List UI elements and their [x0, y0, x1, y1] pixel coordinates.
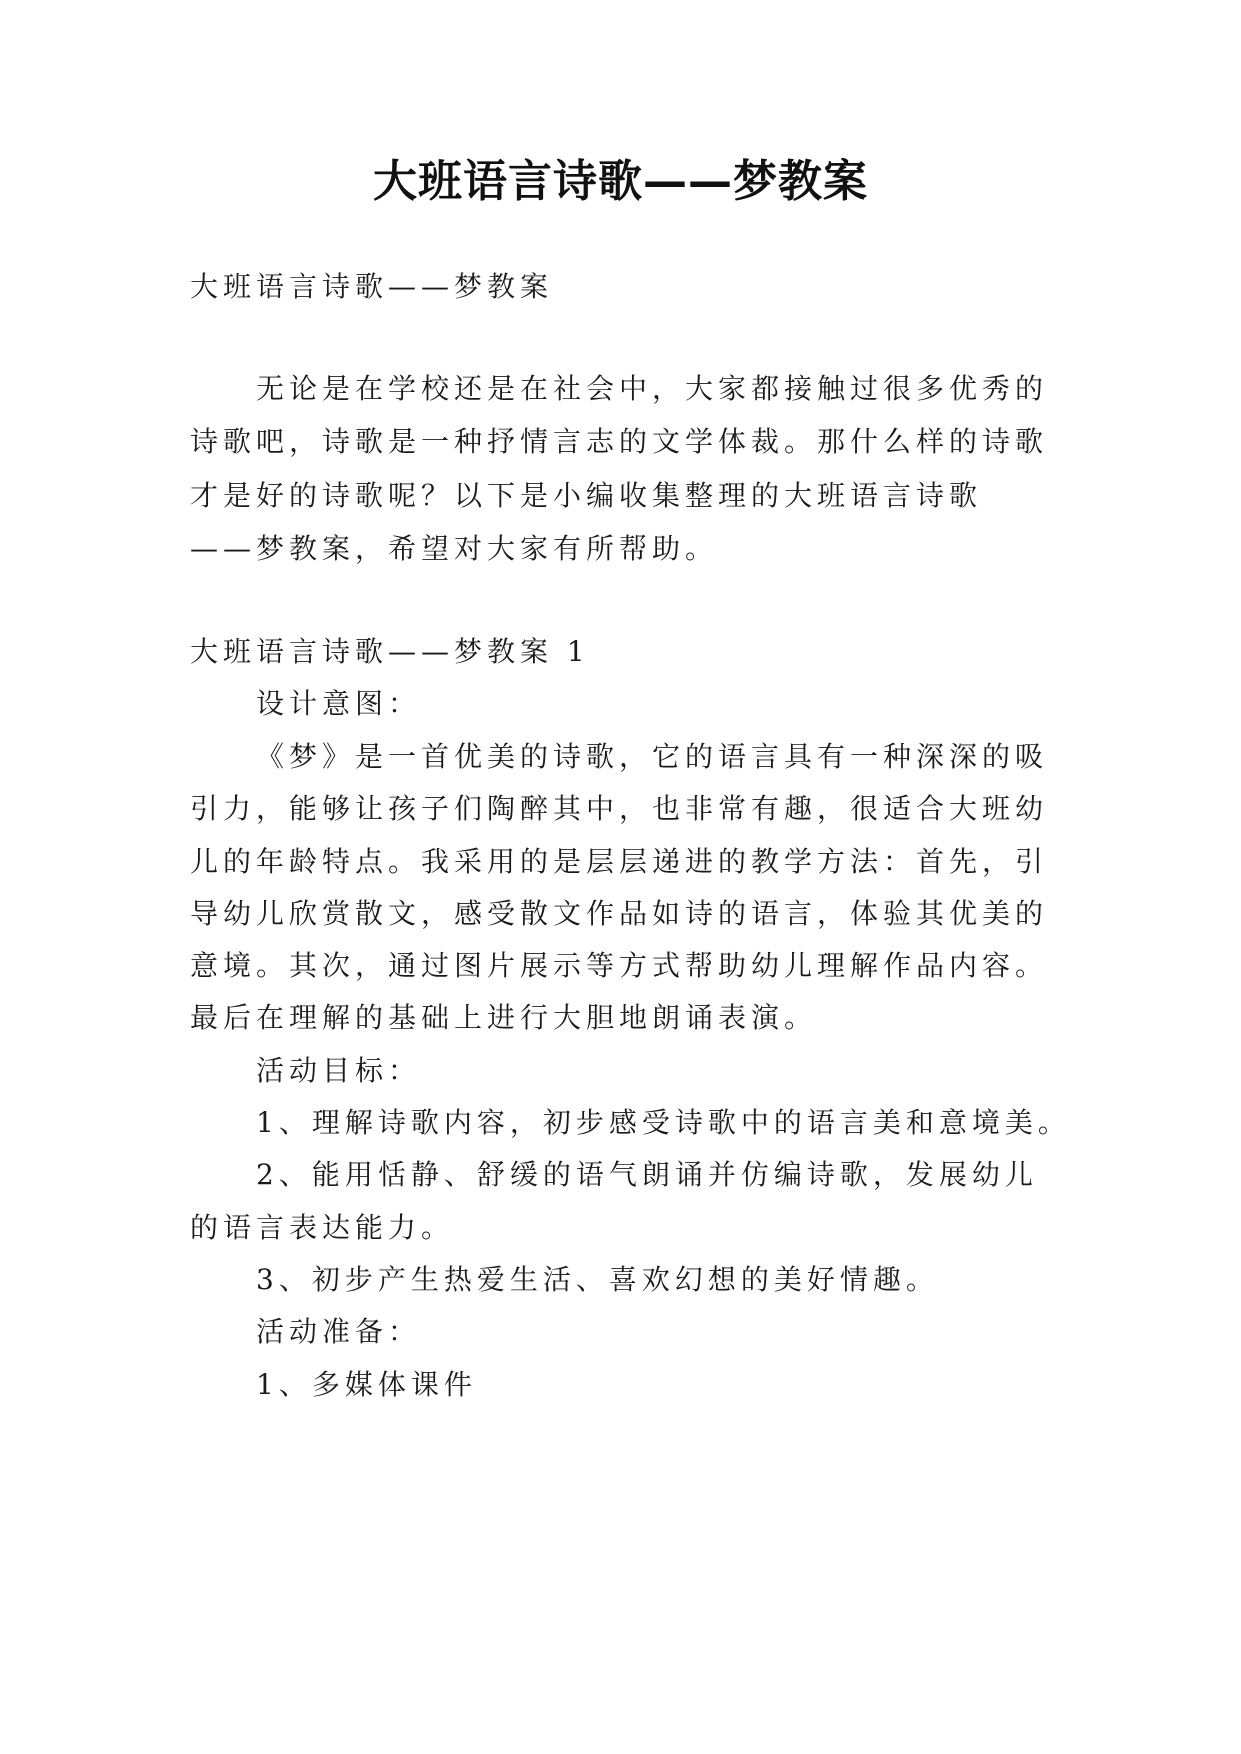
- design-line-2: 引力，能够让孩子们陶醉其中，也非常有趣，很适合大班幼: [190, 792, 1049, 825]
- goal-item-2: 2、能用恬静、舒缓的语气朗诵并仿编诗歌，发展幼儿: [256, 1158, 1038, 1191]
- intro-line-1: 无论是在学校还是在社会中，大家都接触过很多优秀的: [256, 372, 1049, 405]
- design-line-3: 儿的年龄特点。我采用的是层层递进的教学方法：首先，引: [190, 845, 1049, 878]
- intro-line-3: 才是好的诗歌呢？以下是小编收集整理的大班语言诗歌: [190, 479, 983, 512]
- goals-heading: 活动目标：: [256, 1054, 422, 1087]
- preparation-item-1: 1、多媒体课件: [256, 1368, 477, 1401]
- design-line-5: 意境。其次，通过图片展示等方式帮助幼儿理解作品内容。: [190, 949, 1049, 982]
- design-line-6: 最后在理解的基础上进行大胆地朗诵表演。: [190, 1001, 818, 1034]
- design-intent-heading: 设计意图：: [256, 687, 422, 720]
- subtitle-line: 大班语言诗歌——梦教案: [190, 270, 554, 303]
- intro-line-4: ——梦教案，希望对大家有所帮助。: [190, 532, 719, 565]
- goal-item-3: 3、初步产生热爱生活、喜欢幻想的美好情趣。: [256, 1263, 939, 1296]
- goal-item-1: 1、理解诗歌内容，初步感受诗歌中的语言美和意境美。: [256, 1106, 1071, 1139]
- preparation-heading: 活动准备：: [256, 1315, 422, 1348]
- design-line-4: 导幼儿欣赏散文，感受散文作品如诗的语言，体验其优美的: [190, 897, 1049, 930]
- document-title: 大班语言诗歌——梦教案: [373, 156, 868, 207]
- goal-item-2-cont: 的语言表达能力。: [190, 1211, 455, 1244]
- design-line-1: 《梦》是一首优美的诗歌，它的语言具有一种深深的吸: [256, 740, 1049, 773]
- section-heading: 大班语言诗歌——梦教案 1: [190, 635, 590, 668]
- intro-line-2: 诗歌吧，诗歌是一种抒情言志的文学体裁。那什么样的诗歌: [190, 425, 1049, 458]
